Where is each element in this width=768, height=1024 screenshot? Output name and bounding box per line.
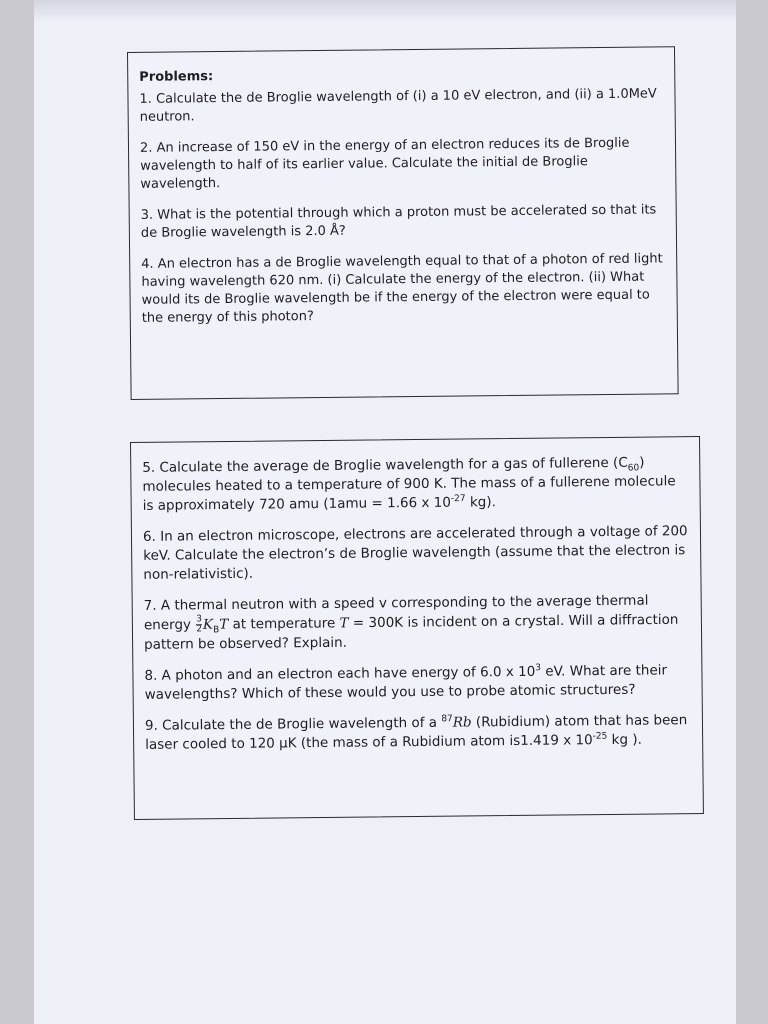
problems-box-1 xyxy=(127,46,679,400)
problem-7: 7. A thermal neutron with a speed v corresponding to the average thermal energy $\frac{3}{2}$ $K_BT$ at temperature T = 300K is incident on a crystal. Will a diffraction pattern be observed? Explain. xyxy=(143,592,679,653)
problem-6: 6. In an electron microscope, electrons are accelerated through a voltage of 200 keV. Calculate the electron’s de Broglie wavelength (assume that the electron is non-relativistic). xyxy=(142,523,688,583)
problem-3: 3. What is the potential through which a proton must be accelerated so that its de Broglie wavelength is 2.0 Å? xyxy=(140,202,657,241)
problem-8: 8. A photon and an electron each have energy of 6.0 x $10^3$ eV. What are their wavelengths? Which of these would you use to probe atomic structures? xyxy=(144,661,668,703)
problems-heading: Problems: xyxy=(139,69,214,85)
problem-5: 5. Calculate the average de Broglie wavelength for a gas of fullerene $(C_{60})$ molecules heated to a temperature of 900 K. The mass of a fullerene molecule is approximately 720 amu (1amu = 1.66 x $10^{-27}$ kg). xyxy=(142,454,676,514)
paper-sheet xyxy=(34,0,736,1024)
fraction-three-halves: $\frac{3}{2}$ xyxy=(196,614,203,635)
problem-1: 1. Calculate the de Broglie wavelength of (i) a 10 eV electron, and (ii) a 1.0MeV neutron. xyxy=(139,86,657,125)
paper-fold-shadow xyxy=(34,0,736,22)
problem-9: 9. Calculate the de Broglie wavelength of a $^{87}$Rb (Rubidium) atom that has been laser cooled to 120 µK (the mass of a Rubidium atom is1.419 x $10^{-25}$ kg ). xyxy=(144,711,688,753)
problems-box-2 xyxy=(130,436,704,820)
problem-4: 4. An electron has a de Broglie wavelength equal to that of a photon of red light having wavelength 620 nm. (i) Calculate the energy of the electron. (ii) What would its de Broglie wavelength be if the energy of the electron were equal to the energy of this photon? xyxy=(141,251,663,326)
problem-2: 2. An increase of 150 eV in the energy of an electron reduces its de Broglie wavelength to half of its earlier value. Calculate the initial de Broglie wavelength. xyxy=(139,135,630,192)
